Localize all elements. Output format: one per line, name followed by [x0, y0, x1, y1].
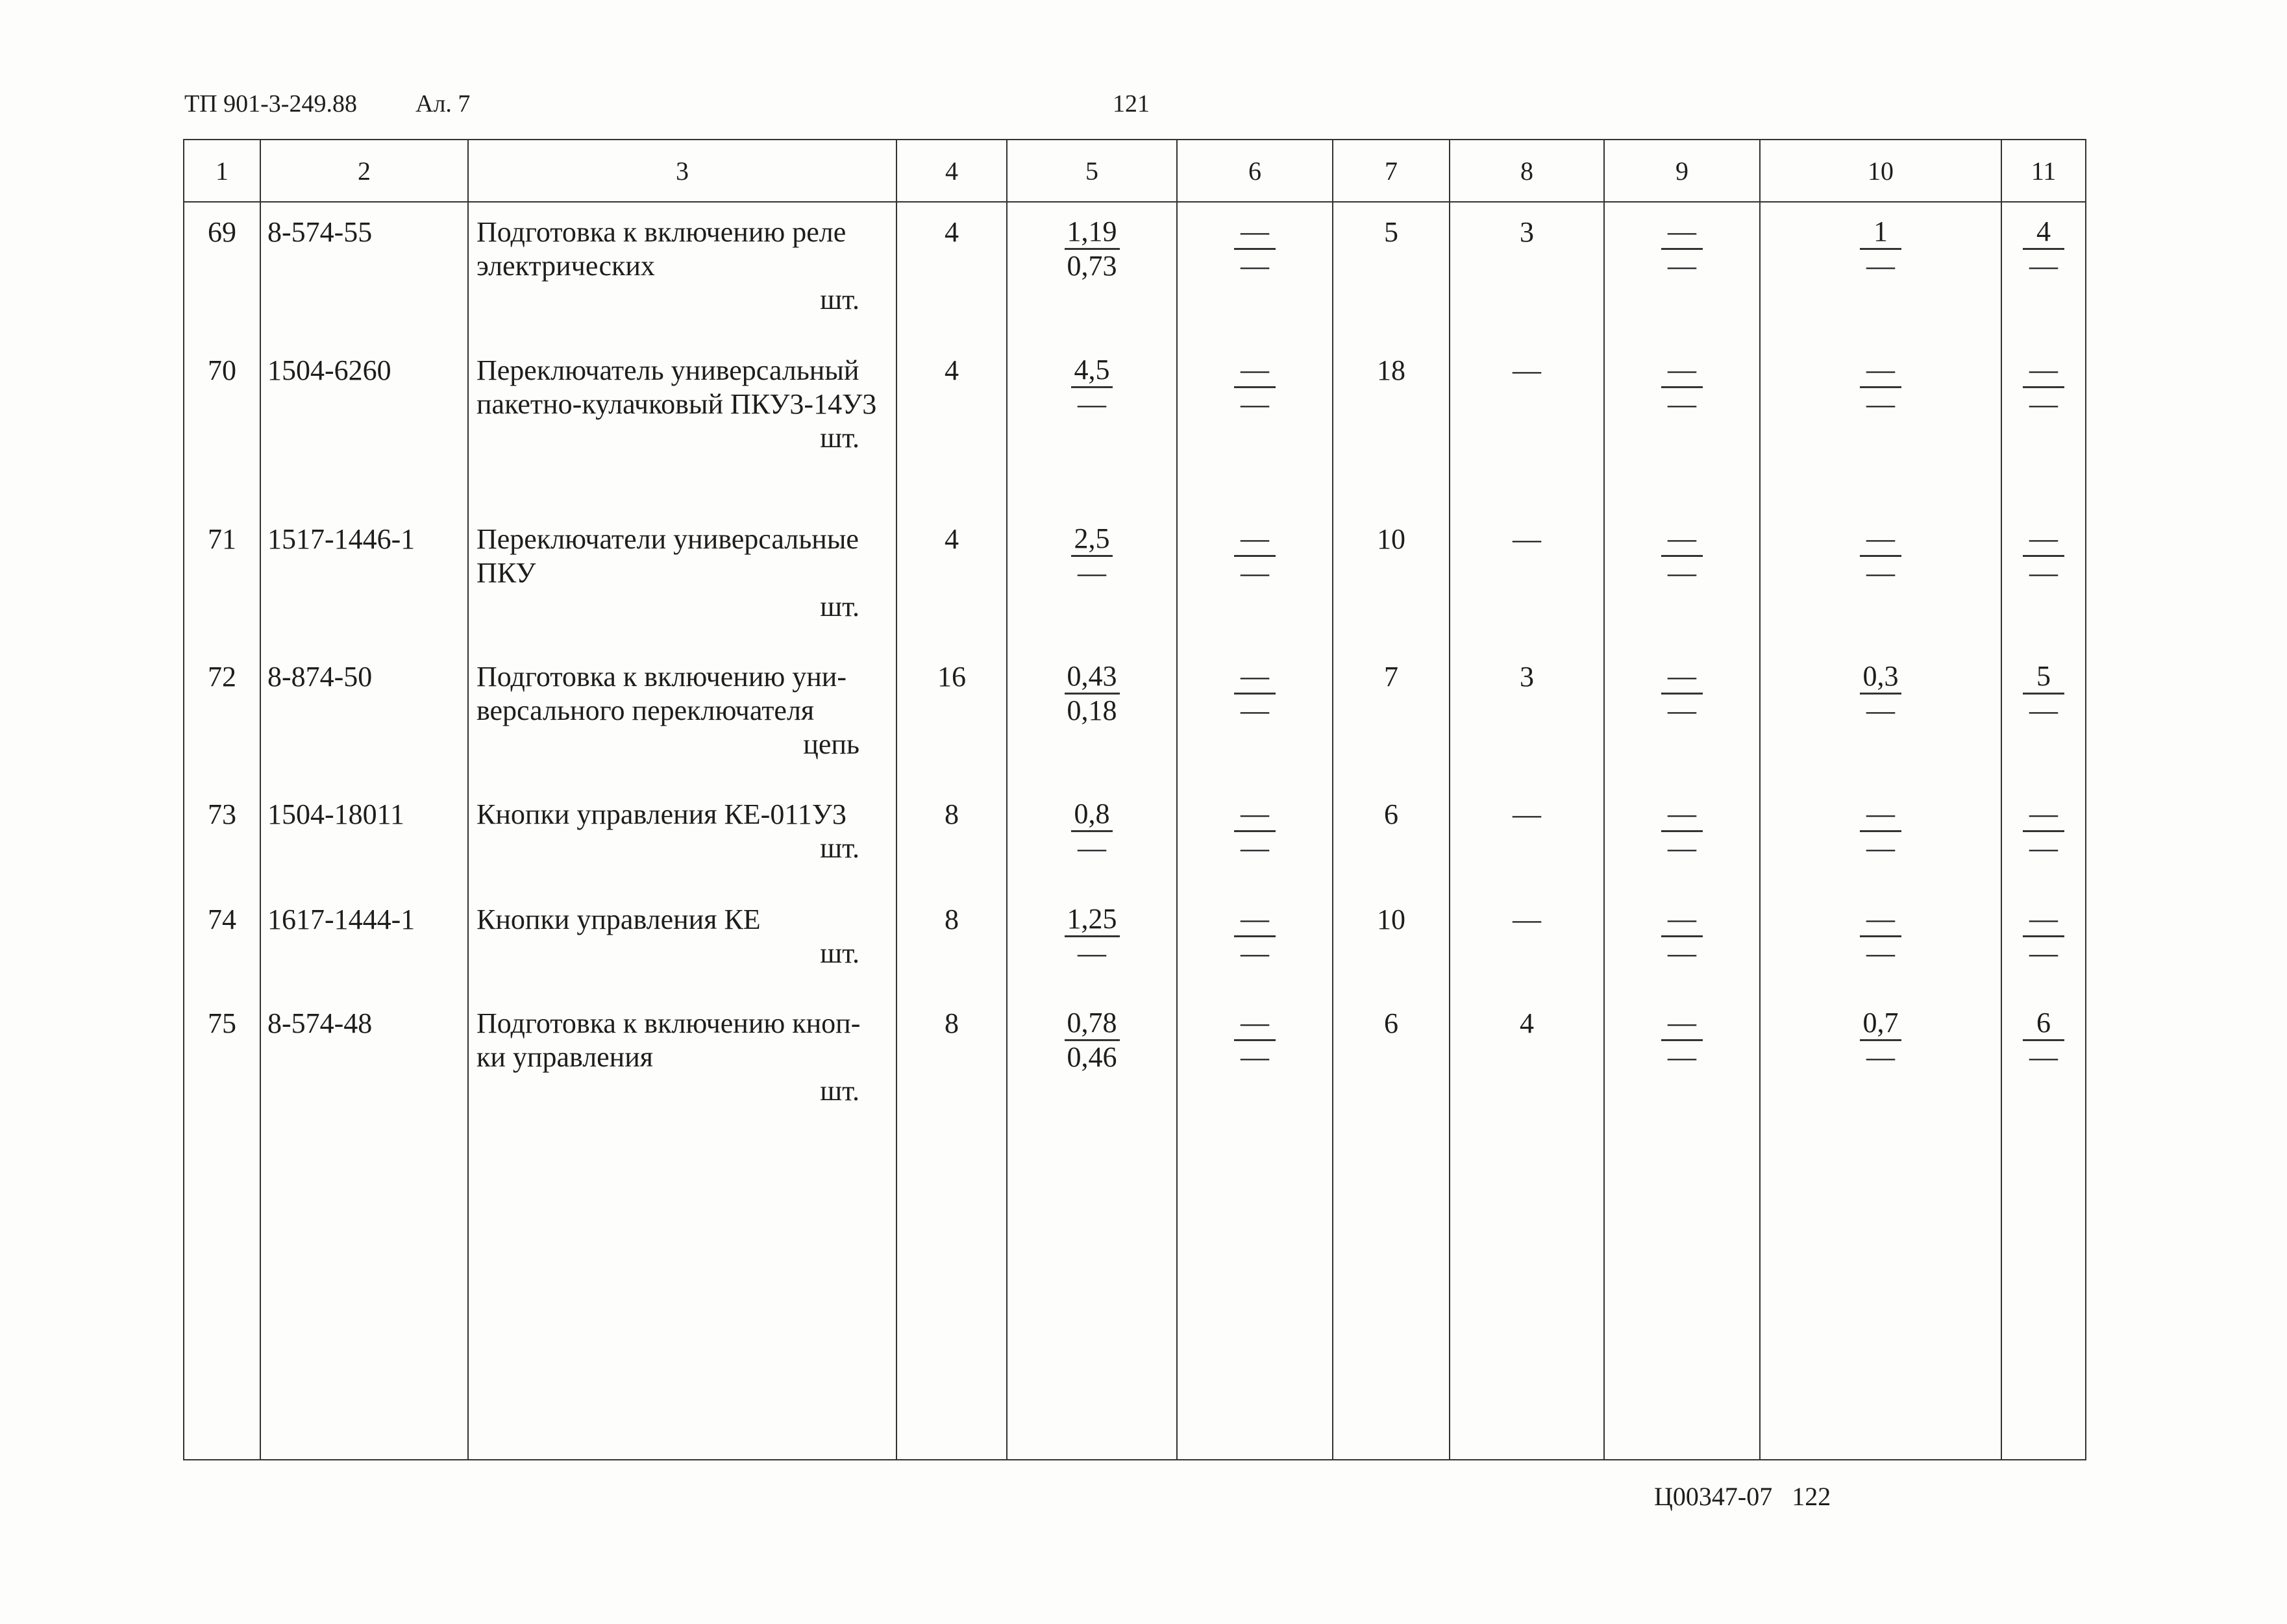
cell-col-10 [1760, 341, 2001, 510]
value-col-8: — [1513, 354, 1541, 386]
empty-cell [468, 1124, 896, 1460]
work-name: Кнопки управления КЕ-011У3 [476, 798, 847, 830]
value-col-5-numerator: 0,8 [1071, 798, 1113, 832]
value-col-5-denominator: — [1078, 557, 1106, 589]
empty-cell [1450, 1124, 1604, 1460]
value-col-5 [1065, 890, 1120, 970]
value-col-11-denominator: — [2029, 937, 2058, 969]
cell-col-7 [1333, 341, 1450, 510]
empty-cell [1177, 1124, 1333, 1460]
value-col-10-denominator: — [1866, 695, 1895, 726]
cell-row-number [184, 341, 260, 510]
value-col-10-numerator: — [1860, 354, 1901, 388]
value-col-10-denominator: — [1866, 557, 1895, 589]
value-col-6 [1234, 890, 1276, 970]
value-col-9 [1661, 510, 1703, 589]
value-col-6-denominator: — [1241, 1041, 1269, 1073]
value-col-5-numerator: 0,43 [1065, 660, 1120, 695]
value-col-11-denominator: — [2029, 250, 2058, 282]
empty-cell [184, 1124, 260, 1460]
cell-col-11 [2001, 785, 2086, 890]
value-col-10-numerator: 0,7 [1860, 1007, 1901, 1041]
value-col-6-numerator: — [1234, 215, 1276, 250]
cell-col-4 [896, 890, 1007, 994]
value-col-9-numerator: — [1661, 523, 1703, 557]
value-col-7: 10 [1377, 904, 1405, 935]
cell-col-4 [896, 341, 1007, 510]
cell-col-8 [1450, 785, 1604, 890]
value-col-6-denominator: — [1241, 695, 1269, 726]
value-col-10 [1860, 785, 1901, 865]
cell-col-9 [1604, 510, 1760, 647]
cell-col-8 [1450, 890, 1604, 994]
work-description [476, 354, 889, 455]
cell-col-9 [1604, 341, 1760, 510]
value-col-9 [1661, 890, 1703, 970]
value-col-5-numerator: 1,25 [1065, 903, 1120, 937]
empty-cell [1333, 1124, 1450, 1460]
value-col-6-numerator: — [1234, 354, 1276, 388]
table-row [184, 510, 2086, 647]
row-number: 70 [208, 354, 236, 386]
cell-col-5 [1007, 647, 1177, 785]
cell-rate-code [260, 341, 468, 510]
column-header: 10 [1760, 140, 2001, 202]
rate-code: 8-574-48 [267, 1007, 373, 1039]
cell-description [468, 341, 896, 510]
column-header: 4 [896, 140, 1007, 202]
empty-cell [1007, 1124, 1177, 1460]
row-number: 74 [208, 904, 236, 935]
table-row [184, 890, 2086, 994]
cell-row-number [184, 890, 260, 994]
cell-col-7 [1333, 890, 1450, 994]
value-col-9-numerator: — [1661, 903, 1703, 937]
value-col-5 [1071, 510, 1113, 589]
value-col-10 [1860, 203, 1901, 282]
measure-unit: цепь [803, 728, 859, 760]
column-header: 2 [260, 140, 468, 202]
cell-col-6 [1177, 202, 1333, 341]
quantity: 8 [945, 798, 959, 830]
value-col-7: 10 [1377, 523, 1405, 555]
value-col-7: 7 [1384, 661, 1398, 693]
cell-row-number [184, 785, 260, 890]
empty-cell [1604, 1124, 1760, 1460]
quantity: 16 [937, 661, 966, 693]
cell-description [468, 994, 896, 1124]
value-col-6-denominator: — [1241, 832, 1269, 864]
cell-col-6 [1177, 785, 1333, 890]
cell-description [468, 647, 896, 785]
cell-col-7 [1333, 785, 1450, 890]
value-col-6-denominator: — [1241, 388, 1269, 420]
value-col-11-numerator: — [2023, 903, 2064, 937]
cell-col-7 [1333, 202, 1450, 341]
column-header: 9 [1604, 140, 1760, 202]
cell-col-6 [1177, 510, 1333, 647]
value-col-6-numerator: — [1234, 903, 1276, 937]
work-name: Подготовка к включению уни-версального переключателя [476, 661, 847, 726]
cell-row-number [184, 647, 260, 785]
value-col-6-denominator: — [1241, 937, 1269, 969]
footer-reference [1654, 1481, 1831, 1512]
value-col-10 [1860, 994, 1901, 1074]
work-description [476, 798, 889, 865]
row-number: 75 [208, 1007, 236, 1039]
cell-col-6 [1177, 647, 1333, 785]
rate-code: 1504-6260 [267, 354, 391, 386]
cell-col-6 [1177, 994, 1333, 1124]
cell-description [468, 890, 896, 994]
cell-col-4 [896, 785, 1007, 890]
quantity: 4 [945, 523, 959, 555]
cell-col-11 [2001, 994, 2086, 1124]
value-col-11 [2023, 341, 2064, 421]
work-name: Кнопки управления КЕ [476, 904, 761, 935]
cell-col-11 [2001, 341, 2086, 510]
table-row [184, 994, 2086, 1124]
cell-row-number [184, 202, 260, 341]
value-col-5-denominator: — [1078, 832, 1106, 864]
value-col-6 [1234, 647, 1276, 727]
column-header: 6 [1177, 140, 1333, 202]
cell-col-10 [1760, 510, 2001, 647]
cell-col-10 [1760, 890, 2001, 994]
value-col-8: — [1513, 523, 1541, 555]
value-col-8: — [1513, 904, 1541, 935]
column-header: 3 [468, 140, 896, 202]
value-col-9-denominator: — [1668, 695, 1696, 726]
cell-col-4 [896, 202, 1007, 341]
value-col-5-numerator: 1,19 [1065, 215, 1120, 250]
value-col-8: 4 [1520, 1007, 1534, 1039]
cell-col-10 [1760, 202, 2001, 341]
rate-code: 1517-1446-1 [267, 523, 415, 555]
cell-col-11 [2001, 510, 2086, 647]
value-col-11-numerator: — [2023, 523, 2064, 557]
value-col-11 [2023, 785, 2064, 865]
cell-col-8 [1450, 341, 1604, 510]
value-col-9-numerator: — [1661, 1007, 1703, 1041]
value-col-6-denominator: — [1241, 250, 1269, 282]
value-col-9-numerator: — [1661, 798, 1703, 832]
empty-cell [2001, 1124, 2086, 1460]
measure-unit: шт. [820, 422, 859, 454]
cell-rate-code [260, 510, 468, 647]
value-col-11-numerator: 5 [2023, 660, 2064, 695]
value-col-5-numerator: 2,5 [1071, 523, 1113, 557]
value-col-6 [1234, 994, 1276, 1074]
work-description [476, 215, 889, 317]
value-col-10 [1860, 890, 1901, 970]
cell-col-5 [1007, 510, 1177, 647]
value-col-8: — [1513, 798, 1541, 830]
value-col-10 [1860, 341, 1901, 421]
value-col-5-denominator: 0,73 [1067, 250, 1117, 282]
cell-col-6 [1177, 341, 1333, 510]
value-col-5 [1065, 647, 1120, 727]
row-number: 72 [208, 661, 236, 693]
cell-col-11 [2001, 647, 2086, 785]
empty-cell [1760, 1124, 2001, 1460]
rate-code: 1504-18011 [267, 798, 405, 830]
value-col-11-denominator: — [2029, 388, 2058, 420]
cell-col-10 [1760, 647, 2001, 785]
footer-document-code: Ц00347-07 [1654, 1482, 1773, 1511]
cell-row-number [184, 510, 260, 647]
rate-code: 1617-1444-1 [267, 904, 415, 935]
cell-col-10 [1760, 994, 2001, 1124]
value-col-5 [1071, 785, 1113, 865]
value-col-6 [1234, 341, 1276, 421]
value-col-11 [2023, 647, 2064, 727]
cell-col-5 [1007, 341, 1177, 510]
cell-col-11 [2001, 202, 2086, 341]
measure-unit: шт. [820, 1075, 859, 1107]
value-col-5-denominator: — [1078, 937, 1106, 969]
value-col-9-denominator: — [1668, 388, 1696, 420]
value-col-11-numerator: 6 [2023, 1007, 2064, 1041]
value-col-7: 18 [1377, 354, 1405, 386]
value-col-10 [1860, 647, 1901, 727]
column-header: 1 [184, 140, 260, 202]
value-col-10-denominator: — [1866, 250, 1895, 282]
value-col-10-denominator: — [1866, 1041, 1895, 1073]
value-col-5 [1065, 994, 1120, 1074]
work-name: Подготовка к включению реле электрических [476, 216, 847, 282]
column-header: 11 [2001, 140, 2086, 202]
work-description [476, 660, 889, 761]
cell-col-4 [896, 510, 1007, 647]
value-col-11-denominator: — [2029, 832, 2058, 864]
value-col-6 [1234, 785, 1276, 865]
value-col-10-denominator: — [1866, 832, 1895, 864]
value-col-5-denominator: 0,46 [1067, 1041, 1117, 1073]
value-col-5-denominator: 0,18 [1067, 695, 1117, 726]
cell-col-7 [1333, 994, 1450, 1124]
value-col-5 [1071, 341, 1113, 421]
value-col-11-numerator: — [2023, 798, 2064, 832]
value-col-9 [1661, 203, 1703, 282]
cell-col-8 [1450, 647, 1604, 785]
value-col-10-numerator: — [1860, 523, 1901, 557]
cell-col-6 [1177, 890, 1333, 994]
value-col-10-denominator: — [1866, 937, 1895, 969]
value-col-7: 6 [1384, 798, 1398, 830]
value-col-9-denominator: — [1668, 250, 1696, 282]
table-row [184, 785, 2086, 890]
rate-code: 8-574-55 [267, 216, 373, 248]
measure-unit: шт. [820, 937, 859, 969]
value-col-9-numerator: — [1661, 354, 1703, 388]
quantity: 8 [945, 1007, 959, 1039]
cell-col-8 [1450, 994, 1604, 1124]
cell-description [468, 785, 896, 890]
specification-table [183, 139, 2086, 1460]
cell-description [468, 510, 896, 647]
album-number: Ал. 7 [415, 90, 471, 117]
value-col-9-numerator: — [1661, 660, 1703, 695]
rate-code: 8-874-50 [267, 661, 373, 693]
value-col-10-numerator: — [1860, 903, 1901, 937]
quantity: 4 [945, 216, 959, 248]
cell-col-10 [1760, 785, 2001, 890]
work-name: Переключатели универсальные ПКУ [476, 523, 859, 589]
measure-unit: шт. [820, 284, 859, 315]
value-col-5-numerator: 4,5 [1071, 354, 1113, 388]
cell-rate-code [260, 994, 468, 1124]
value-col-11-numerator: — [2023, 354, 2064, 388]
value-col-9-denominator: — [1668, 937, 1696, 969]
value-col-11-denominator: — [2029, 695, 2058, 726]
value-col-11 [2023, 890, 2064, 970]
cell-rate-code [260, 647, 468, 785]
cell-col-7 [1333, 647, 1450, 785]
value-col-6-numerator: — [1234, 798, 1276, 832]
cell-col-5 [1007, 890, 1177, 994]
row-number: 73 [208, 798, 236, 830]
table-row [184, 647, 2086, 785]
value-col-6 [1234, 203, 1276, 282]
work-name: Подготовка к включению кноп-ки управления [476, 1007, 861, 1073]
value-col-10-numerator: 1 [1860, 215, 1901, 250]
value-col-11-denominator: — [2029, 1041, 2058, 1073]
cell-col-9 [1604, 647, 1760, 785]
document-code: ТП 901-3-249.88 [184, 90, 357, 117]
value-col-9 [1661, 785, 1703, 865]
cell-col-5 [1007, 785, 1177, 890]
value-col-10-numerator: 0,3 [1860, 660, 1901, 695]
page-number: 121 [1113, 90, 1150, 117]
value-col-11 [2023, 203, 2064, 282]
value-col-5-numerator: 0,78 [1065, 1007, 1120, 1041]
value-col-11-denominator: — [2029, 557, 2058, 589]
cell-row-number [184, 994, 260, 1124]
column-header: 7 [1333, 140, 1450, 202]
cell-rate-code [260, 890, 468, 994]
value-col-8: 3 [1520, 661, 1534, 693]
row-number: 69 [208, 216, 236, 248]
column-number-row [184, 140, 2086, 202]
measure-unit: шт. [820, 591, 859, 622]
cell-col-9 [1604, 202, 1760, 341]
cell-col-5 [1007, 202, 1177, 341]
cell-col-4 [896, 994, 1007, 1124]
empty-cell [260, 1124, 468, 1460]
column-header: 8 [1450, 140, 1604, 202]
value-col-10-numerator: — [1860, 798, 1901, 832]
cell-col-8 [1450, 510, 1604, 647]
value-col-9-numerator: — [1661, 215, 1703, 250]
value-col-9-denominator: — [1668, 1041, 1696, 1073]
value-col-5-denominator: — [1078, 388, 1106, 420]
work-name: Переключатель универсальный пакетно-кулачковый ПКУ3-14У3 [476, 354, 877, 420]
cell-col-9 [1604, 785, 1760, 890]
row-number: 71 [208, 523, 236, 555]
value-col-7: 6 [1384, 1007, 1398, 1039]
value-col-5 [1065, 203, 1120, 282]
empty-cell [896, 1124, 1007, 1460]
value-col-11-numerator: 4 [2023, 215, 2064, 250]
value-col-10 [1860, 510, 1901, 589]
cell-description [468, 202, 896, 341]
cell-col-4 [896, 647, 1007, 785]
footer-page-number: 122 [1792, 1482, 1831, 1511]
quantity: 4 [945, 354, 959, 386]
value-col-11 [2023, 994, 2064, 1074]
value-col-10-denominator: — [1866, 388, 1895, 420]
value-col-9 [1661, 647, 1703, 727]
quantity: 8 [945, 904, 959, 935]
value-col-9-denominator: — [1668, 832, 1696, 864]
cell-col-5 [1007, 994, 1177, 1124]
value-col-9-denominator: — [1668, 557, 1696, 589]
cell-col-7 [1333, 510, 1450, 647]
cell-col-11 [2001, 890, 2086, 994]
value-col-6-numerator: — [1234, 523, 1276, 557]
work-description [476, 903, 889, 970]
value-col-9 [1661, 994, 1703, 1074]
work-description [476, 523, 889, 624]
value-col-6-denominator: — [1241, 557, 1269, 589]
value-col-6-numerator: — [1234, 660, 1276, 695]
value-col-9 [1661, 341, 1703, 421]
value-col-8: 3 [1520, 216, 1534, 248]
cell-rate-code [260, 202, 468, 341]
value-col-7: 5 [1384, 216, 1398, 248]
cell-col-9 [1604, 994, 1760, 1124]
measure-unit: шт. [820, 832, 859, 864]
cell-col-8 [1450, 202, 1604, 341]
cell-rate-code [260, 785, 468, 890]
work-description [476, 1007, 889, 1108]
value-col-6 [1234, 510, 1276, 589]
column-header: 5 [1007, 140, 1177, 202]
empty-remainder-row [184, 1124, 2086, 1460]
cell-col-9 [1604, 890, 1760, 994]
table-row [184, 341, 2086, 510]
value-col-11 [2023, 510, 2064, 589]
value-col-6-numerator: — [1234, 1007, 1276, 1041]
table-row [184, 202, 2086, 341]
